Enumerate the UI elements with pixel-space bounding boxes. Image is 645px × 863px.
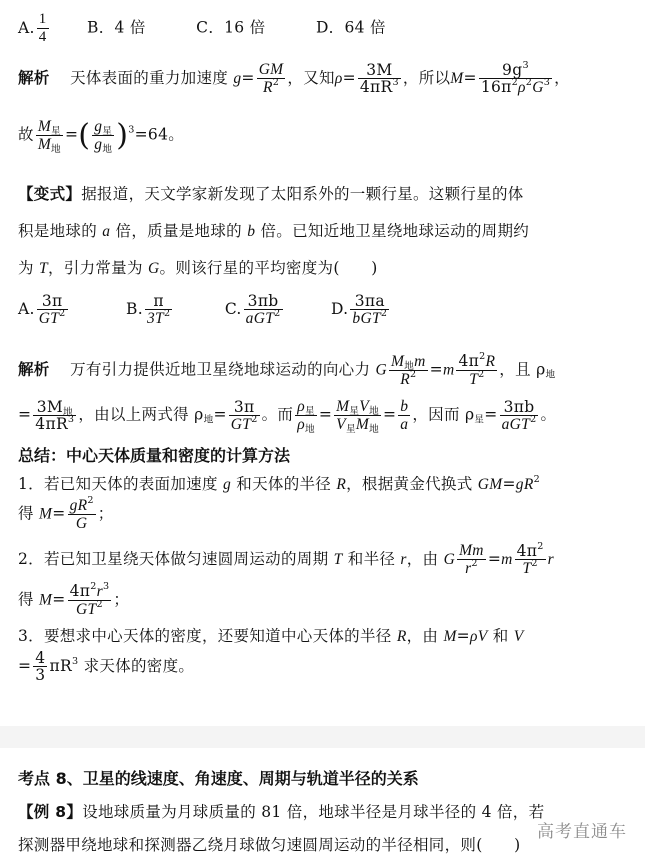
summary-item-3: 3．要想求中心天体的密度，还要知道中心天体的半径 R，由 M=ρV 和 V xyxy=(18,627,524,645)
analysis-label: 解析 xyxy=(18,69,50,88)
section-separator xyxy=(0,726,645,748)
summary-title: 总结：中心天体质量和密度的计算方法 xyxy=(18,446,291,465)
summary-item-1-cont: 得 M= $\frac{gR^2}{G}$ ； xyxy=(18,494,114,533)
summary-item-2: 2．若已知卫星绕天体做匀速圆周运动的周期 T 和半径 r，由 G $\frac{Mm}{r^2}$ =m $\frac{4\pi^2}{T^2}$ r xyxy=(18,540,555,578)
example-8-line-2: 探测器甲绕地球和探测器乙绕月球做匀速圆周运动的半径相同，则( ) xyxy=(18,836,521,854)
choice2-a: A. $\frac{3\pi}{GT^2}$ xyxy=(18,292,66,328)
variant-line-3: 为 T，引力常量为 G。则该行星的平均密度为( ) xyxy=(18,259,378,277)
analysis-1-line-2: 故 $\frac{M_星}{M_地}$ =( $\frac{g_星}{g_地}$ )$^3$=64。 xyxy=(18,118,185,156)
analysis-2-label: 解析 xyxy=(18,360,50,379)
example-8-label: 【例 8】 xyxy=(18,803,83,821)
choice-a: A. $\frac{1}{4}$ xyxy=(18,11,47,45)
choice-b: B．4 倍 xyxy=(87,18,146,37)
analysis-2-line-2: = $\frac{3M_地}{4\pi R^3}$ ，由以上两式得 $\rho_地=$ $\frac{3\pi}{GT^2}$ 。而 $\frac{\rho_星}{\rho_地}$ = $\frac{M_星V_地}{V_星M_地}$ = $\frac{b}{a}$ ，因而 $\rho_星=$ $\frac{3\pi b}{aGT^2}$ 。 xyxy=(18,397,557,436)
example-8-line-1: 【例 8】设地球质量为月球质量的 81 倍，地球半径是月球半径的 4 倍，若 xyxy=(18,803,545,821)
variant-line-1: 【变式】据报道，天文学家新发现了太阳系外的一颗行星。这颗行星的体 xyxy=(18,185,524,203)
analysis-2-line-1: 解析 万有引力提供近地卫星绕地球运动的向心力 G $\frac{M_地m}{R^2}$ =m $\frac{4\pi^2R}{T^2}$ ，且 $\rho_地$ xyxy=(18,350,556,389)
choice-row-2 xyxy=(18,293,391,327)
section-8-title: 考点 8、卫星的线速度、角速度、周期与轨道半径的关系 xyxy=(18,769,419,788)
choice-d: D．64 倍 xyxy=(315,18,386,37)
variant-line-2: 积是地球的 a 倍，质量是地球的 b 倍。已知近地卫星绕地球运动的周期约 xyxy=(18,222,530,240)
choice2-b: B. $\frac{\pi}{3T^2}$ xyxy=(126,292,171,328)
watermark: 高考直通车 xyxy=(537,822,627,842)
summary-item-2-cont: 得 M= $\frac{4\pi^2r^3}{GT^2}$ ； xyxy=(18,580,130,619)
choice2-d: D. $\frac{3\pi a}{bGT^2}$ xyxy=(331,292,388,328)
choice2-c: C. $\frac{3\pi b}{aGT^2}$ xyxy=(224,292,281,328)
choice-row-1 xyxy=(18,12,386,45)
choice-c: C．16 倍 xyxy=(196,18,266,37)
summary-item-3-cont: = $\frac{4}{3}$ $\pi R^3$ 求天体的密度。 xyxy=(18,649,195,685)
analysis-1-line-1: 解析 天体表面的重力加速度 g= $\frac{GM}{R^2}$ ，又知ρ= $\frac{3M}{4\pi R^3}$ ，所以M= $\frac{9g^3}{16\pi^2\rho^2G^3}$ ， xyxy=(18,59,570,97)
variant-label: 【变式】 xyxy=(18,185,82,203)
summary-item-1: 1．若已知天体的表面加速度 g 和天体的半径 R，根据黄金代换式 $GM=gR^2$ xyxy=(18,473,541,493)
